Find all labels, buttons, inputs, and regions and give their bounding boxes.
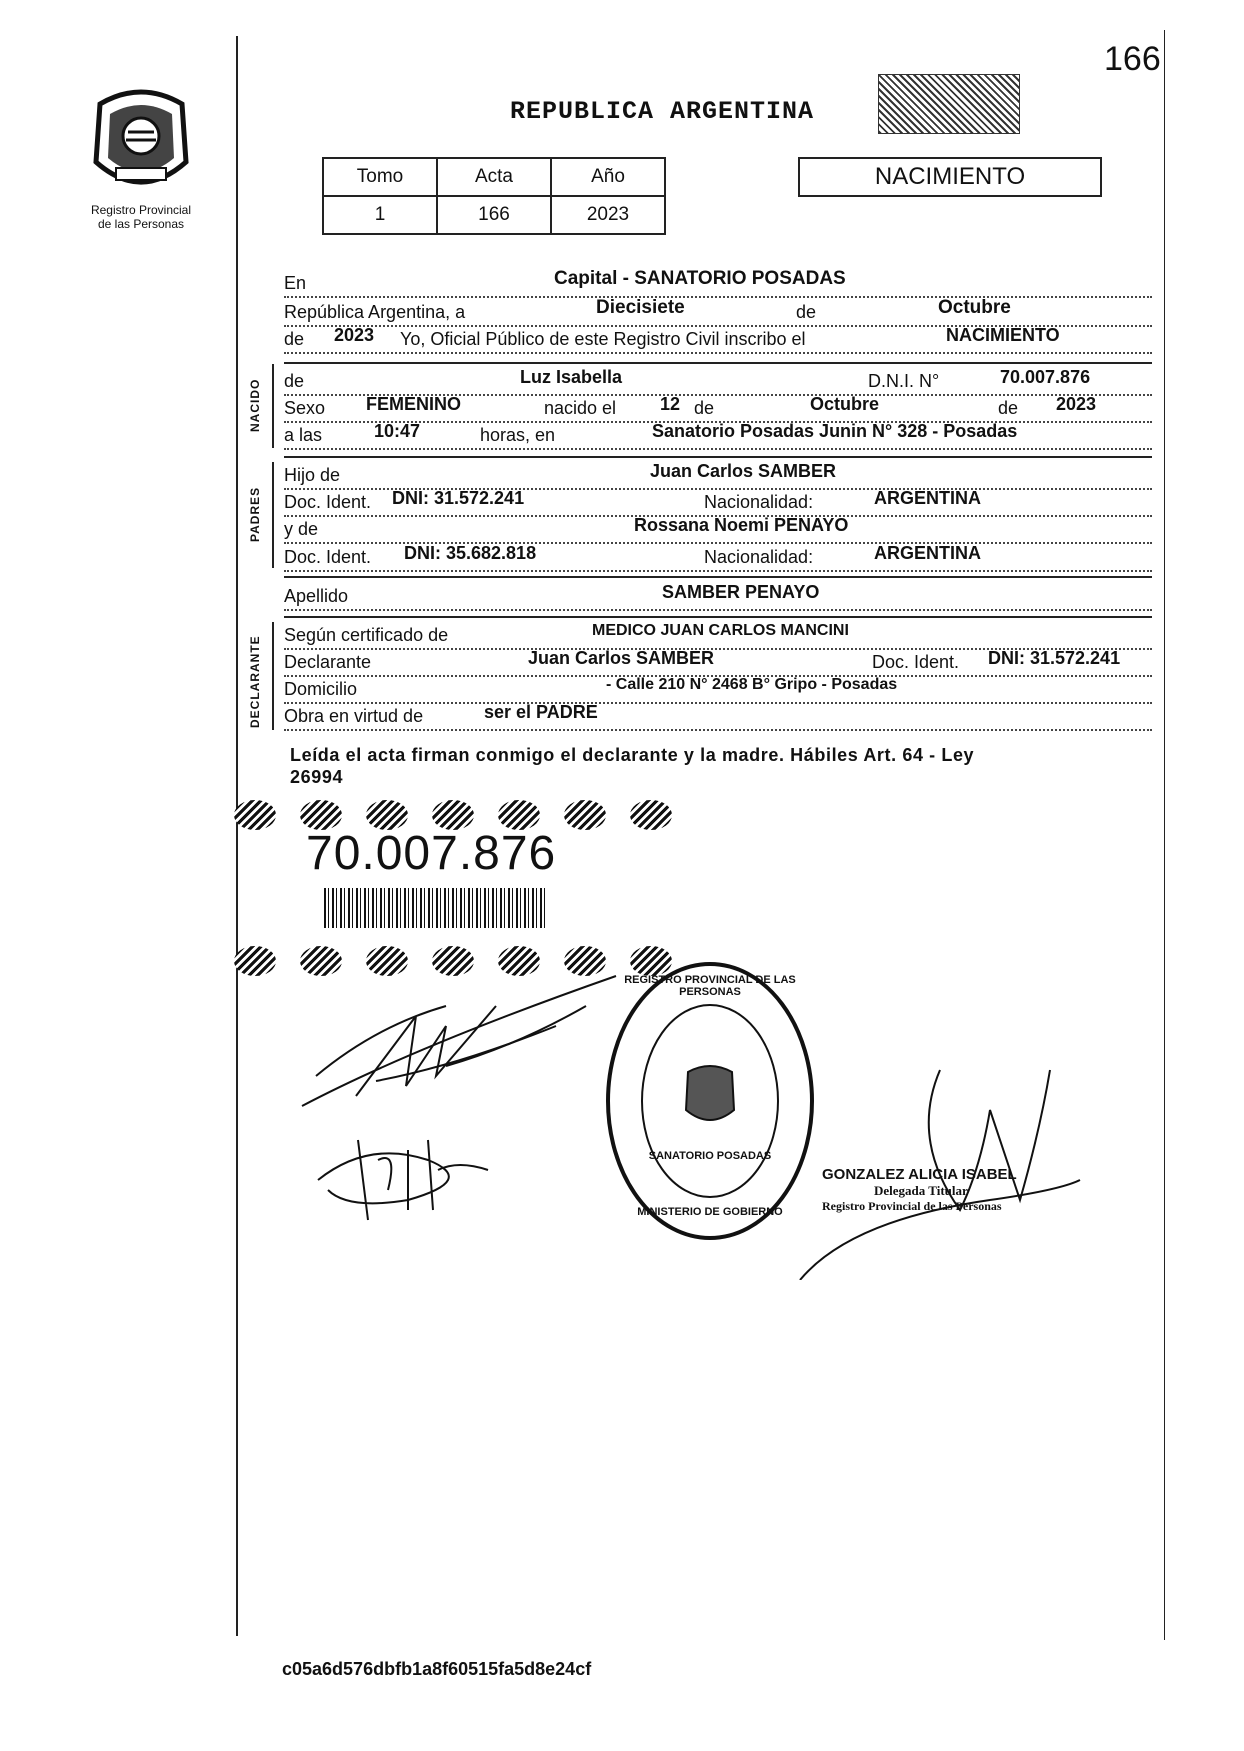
birth-time: 10:47	[374, 421, 421, 441]
mother-signature	[308, 1120, 508, 1230]
anio-value: 2023	[551, 196, 665, 234]
year-value: 2023	[334, 325, 375, 345]
apellido-value: SAMBER PENAYO	[662, 582, 820, 602]
day-word: Diecisiete	[596, 297, 685, 318]
official-role: Delegada Titular	[874, 1183, 968, 1198]
obra-label: Obra en virtud de	[284, 706, 424, 726]
de2-label: de	[284, 329, 305, 349]
nacido-el-label: nacido el	[544, 398, 617, 418]
declarant-signature	[296, 966, 636, 1116]
registry-table	[322, 157, 666, 235]
official-seal	[604, 960, 816, 1242]
nacido-bracket	[272, 364, 274, 448]
nacido-de-label-3: de	[998, 398, 1019, 418]
cert-value: MEDICO JUAN CARLOS MANCINI	[592, 622, 849, 639]
row-year	[284, 326, 1152, 354]
row-domicilio	[284, 676, 1152, 704]
padres-side-label: PADRES	[248, 486, 262, 542]
declarante-value: Juan Carlos SAMBER	[528, 648, 715, 668]
security-stamp	[878, 74, 1020, 134]
cert-label: Según certificado de	[284, 625, 449, 645]
birth-day: 12	[660, 394, 681, 414]
alas-label: a las	[284, 425, 323, 445]
birth-month: Octubre	[810, 394, 880, 414]
acta-header: Acta	[437, 158, 551, 196]
apellido-label: Apellido	[284, 586, 349, 606]
birth-year: 2023	[1056, 394, 1097, 414]
father-doc: DNI: 31.572.241	[392, 488, 525, 508]
dni-value: 70.007.876	[1000, 367, 1091, 387]
birth-place: Sanatorio Posadas Junin N° 328 - Posadas	[652, 421, 1018, 441]
declarante-label: Declarante	[284, 652, 372, 672]
obra-value: ser el PADRE	[484, 702, 598, 722]
separator-3	[284, 576, 1152, 578]
document-title: REPUBLICA ARGENTINA	[510, 97, 815, 126]
father-name: Juan Carlos SAMBER	[650, 461, 837, 481]
sexo-value: FEMENINO	[366, 394, 462, 414]
republica-label: República Argentina, a	[284, 302, 466, 322]
act-type-box: NACIMIENTO	[798, 157, 1102, 197]
big-dni-number: 70.007.876	[306, 827, 557, 880]
document-hash: c05a6d576dbfb1a8f60515fa5d8e24cf	[282, 1659, 592, 1679]
mother-doc-label: Doc. Ident.	[284, 547, 372, 567]
father-nat-label: Nacionalidad:	[704, 492, 814, 512]
act-type-value: NACIMIENTO	[946, 325, 1060, 345]
registry-header-row	[323, 158, 665, 196]
registry-value-row	[323, 196, 665, 234]
row-hora	[284, 422, 1152, 450]
mother-nat: ARGENTINA	[874, 543, 981, 563]
province-logo	[88, 84, 194, 200]
acta-value: 166	[437, 196, 551, 234]
tomo-header: Tomo	[323, 158, 437, 196]
declarante-bracket	[272, 622, 274, 730]
declarante-side-label: DECLARANTE	[248, 635, 262, 728]
de-label: de	[796, 302, 817, 322]
domicilio-value: - Calle 210 N° 2468 B° Gripo - Posadas	[606, 676, 898, 693]
horas-label: horas, en	[480, 425, 556, 445]
father-doc-label: Doc. Ident.	[284, 492, 372, 512]
right-margin-line	[1164, 30, 1165, 1640]
nacido-name: Luz Isabella	[520, 367, 623, 387]
official-text: Yo, Oficial Público de este Registro Civil inscribo el	[400, 329, 806, 349]
nacido-de-label: de	[284, 371, 305, 391]
official-block	[822, 1166, 1082, 1214]
page-number: 166	[1104, 40, 1161, 78]
anio-header: Año	[551, 158, 665, 196]
closing-line-2: 26994	[290, 767, 344, 787]
agency-line-1: Registro Provincial	[90, 203, 192, 217]
row-en	[284, 270, 1152, 298]
closing-text	[290, 744, 1152, 788]
row-obra	[284, 703, 1152, 731]
row-apellido	[284, 583, 1152, 611]
tomo-value: 1	[323, 196, 437, 234]
agency-line-2: de las Personas	[97, 217, 185, 231]
mother-nat-label: Nacionalidad:	[704, 547, 814, 567]
left-margin-line	[236, 36, 238, 1636]
hijo-label: Hijo de	[284, 465, 341, 485]
official-signature	[790, 1050, 1090, 1280]
closing-line-1: Leída el acta firman conmigo el declarante y la madre. Hábiles Art. 64 - Ley	[290, 745, 975, 765]
domicilio-label: Domicilio	[284, 679, 358, 699]
seal-outer-text: REGISTRO PROVINCIAL DE LAS PERSONAS	[624, 974, 796, 998]
dni-label: D.N.I. N°	[868, 371, 940, 391]
barcode	[324, 888, 548, 928]
seal-bottom-text: MINISTERIO DE GOBIERNO	[637, 1206, 783, 1218]
sexo-label: Sexo	[284, 398, 326, 418]
mother-doc: DNI: 35.682.818	[404, 543, 537, 563]
father-nat: ARGENTINA	[874, 488, 981, 508]
decl-doc-label: Doc. Ident.	[872, 652, 960, 672]
agency-label	[66, 203, 216, 231]
nacido-side-label: NACIDO	[248, 378, 262, 432]
month-word: Octubre	[938, 297, 1011, 318]
official-agency: Registro Provincial de las Personas	[822, 1199, 1002, 1213]
official-name: GONZALEZ ALICIA ISABEL	[822, 1166, 1017, 1183]
nacido-de-label-2: de	[694, 398, 715, 418]
seal-inner-text: SANATORIO POSADAS	[648, 1150, 772, 1162]
en-label: En	[284, 273, 307, 293]
en-value: Capital - SANATORIO POSADAS	[554, 268, 846, 289]
decl-doc-value: DNI: 31.572.241	[988, 648, 1121, 668]
mother-name: Rossana Noemi PENAYO	[634, 515, 849, 535]
padres-bracket	[272, 462, 274, 568]
yde-label: y de	[284, 519, 319, 539]
row-mother-doc	[284, 544, 1152, 572]
